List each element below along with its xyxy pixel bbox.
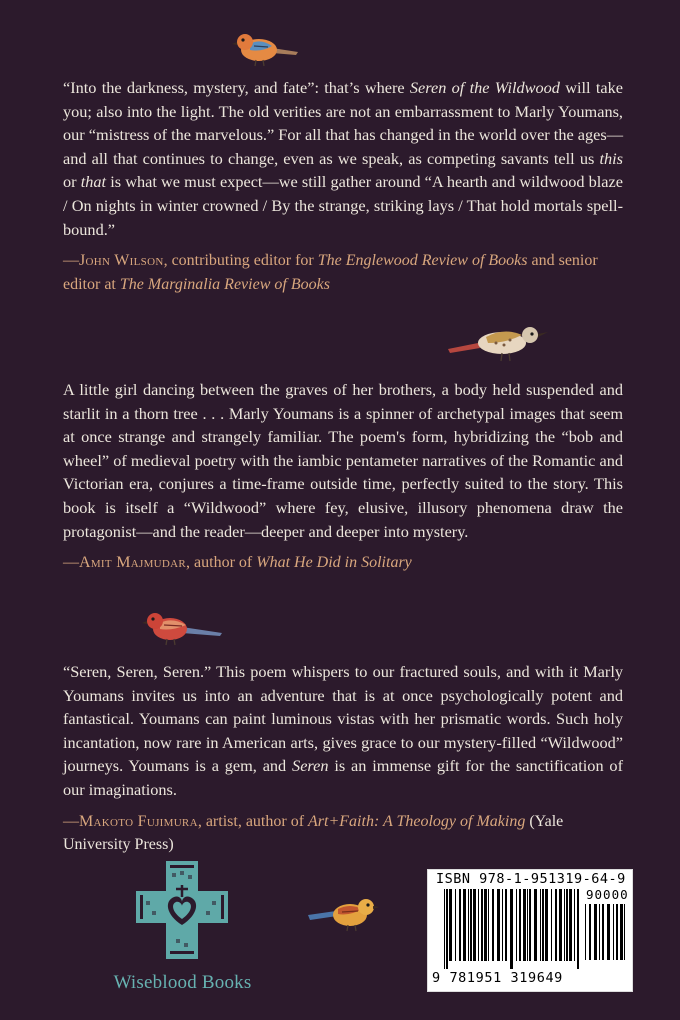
isbn-label: ISBN 978-1-951319-64-9: [436, 871, 626, 887]
review-attribution: —John Wilson, contributing editor for The Englewood Review of Books and senior editor at The Marginalia Review of Books: [63, 252, 598, 293]
reviewer-name: John Wilson: [79, 252, 164, 270]
review-attribution: —Makoto Fujimura, artist, author of Art+Faith: A Theology of Making (Yale University Press): [63, 812, 564, 854]
quote-block-1: [63, 76, 623, 296]
reviewer-name: Amit Majmudar: [79, 554, 187, 572]
isbn-barcode: [427, 869, 633, 992]
addon-barcode-bars: [585, 904, 627, 968]
quote-block-2: [63, 378, 623, 575]
review-quote: “Into the darkness, mystery, and fate”: that’s where Seren of the Wildwood will take you; also into the light. The old verities are not an embarrassment to Marly Youmans, our “mistress of the marvelous.” For all that has changed in the world over the ages—and all that continues to change, even as we speak, as competing savants tell us this or that is what we must expect—we still gather around “A hearth and wildwood blaze / On nights in winter crowned / By the strange, striking lays / That hold mortals spellbound.”: [63, 78, 623, 239]
ean-barcode-bars: [444, 889, 580, 969]
quote-block-3: [63, 660, 623, 857]
bird-icon: [306, 893, 380, 933]
review-quote: “Seren, Seren, Seren.” This poem whispers to our fractured souls, and with it Marly Youmans invites us into an adventure that is at once psychologically potent and fantastical. Youmans can paint luminous vistas with her prismatic words. Such holy incantation, now rare in American arts, gives grace to our mystery-filled “Wildwood” journeys. Youmans is a gem, and Seren is an immense gift for the sanctification of our imaginations.: [63, 662, 623, 799]
ean-number: 9 781951 319649: [432, 970, 563, 986]
reviewer-name: Makoto Fujimura: [79, 812, 198, 830]
review-quote: A little girl dancing between the graves of her brothers, a body held suspended and starlit in a thorn tree . . . Marly Youmans is a spinner of archetypal images that seem at once strange and strangely familiar. The poem's form, hybridizing the “bob and wheel” of medieval poetry with the iambic pentameter narratives of the Romantic and Victorian era, conjures a time-frame outside time, perfectly suited to the story. This book is itself a “Wildwood” where fey, elusive, illusory phenomena draw the protagonist—and the reader—deeper and deeper into mystery.: [63, 380, 623, 541]
review-attribution: —Amit Majmudar, author of What He Did in Solitary: [63, 554, 412, 572]
bird-icon: [446, 323, 550, 363]
bird-icon: [232, 26, 300, 68]
publisher-name: Wiseblood Books: [113, 972, 252, 993]
bird-icon: [142, 607, 224, 647]
celtic-cross-sacred-heart-icon: [132, 855, 232, 967]
price-code: 90000: [586, 887, 629, 902]
publisher-logo: [95, 855, 270, 995]
